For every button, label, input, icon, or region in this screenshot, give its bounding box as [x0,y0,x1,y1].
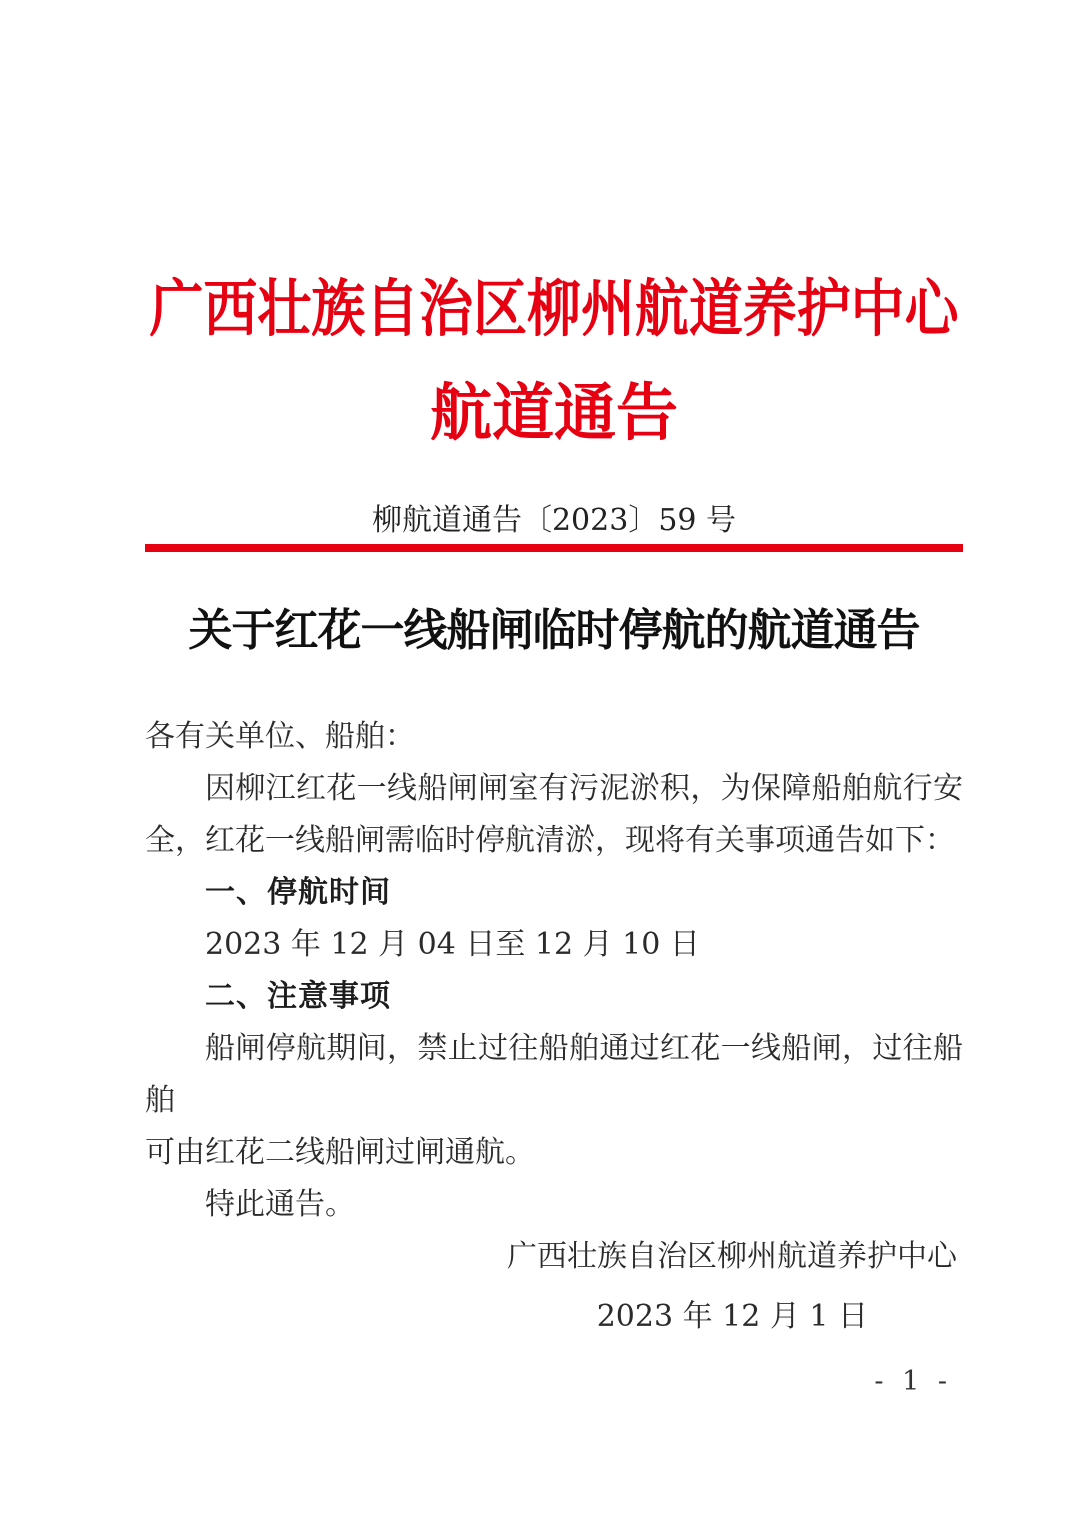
body-line: 船闸停航期间，禁止过往船舶通过红花一线船闸，过往船舶 [145,1031,963,1118]
issuer-signature: 广西壮族自治区柳州航道养护中心 [507,1239,957,1274]
section-heading-2: 二、注意事项 [205,979,391,1014]
org-title-line1 [145,272,963,345]
issue-date: 2023 年 12 月 1 日 [596,1299,868,1334]
page-number: - 1 - [874,1366,952,1397]
body-line-closing: 特此通告。 [205,1187,355,1222]
body-line-salutation: 各有关单位、船舶： [145,719,415,754]
body-line: 全，红花一线船闸需临时停航清淤，现将有关事项通告如下： [145,823,955,858]
red-divider-rule [145,544,963,552]
org-title-line2: 航道通告 [429,376,678,449]
notice-title: 关于红花一线船闸临时停航的航道通告 [188,605,920,656]
body-line-suspension-dates: 2023 年 12 月 04 日至 12 月 10 日 [205,927,700,962]
org-title-line1-text: 广西壮族自治区柳州航道养护中心 [149,272,959,345]
doc-number: 柳航道通告〔2023〕59 号 [371,503,737,538]
body-line: 因柳江红花一线船闸闸室有污泥淤积，为保障船舶航行安 [205,771,963,806]
body-line: 可由红花二线船闸过闸通航。 [145,1135,535,1170]
section-heading-1: 一、停航时间 [205,875,391,910]
notice-body [145,711,963,1231]
